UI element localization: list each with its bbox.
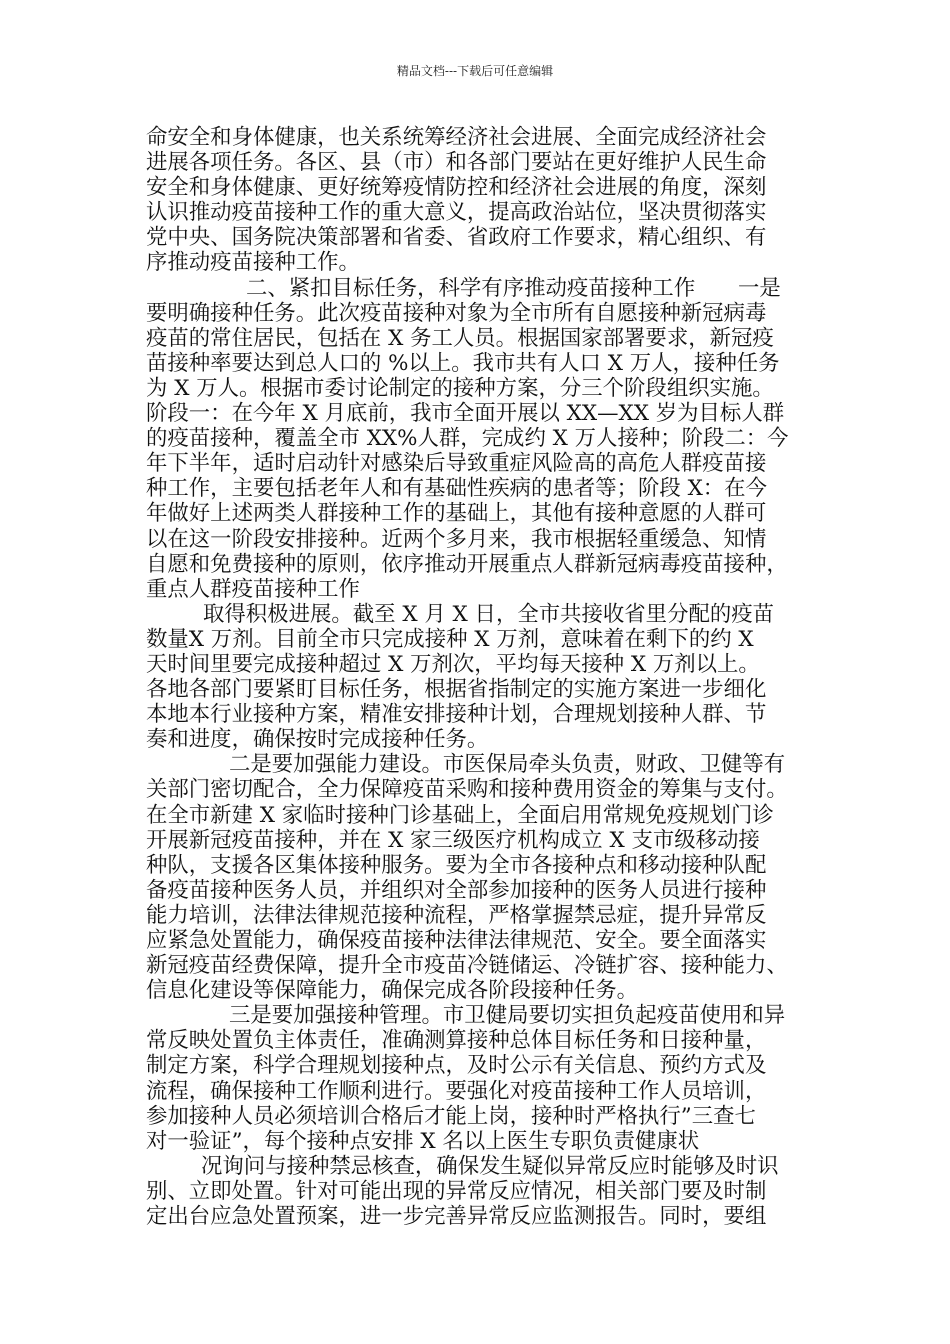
text-line: 进展各项任务。各区、县（市）和各部门要站在更好维护人民生命 (146, 150, 767, 176)
text-line: 开展新冠疫苗接种，并在 X 家三级医疗机构成立 X 支市级移动接 (146, 827, 760, 853)
text-line: 流程，确保接种工作顺利进行。要强化对疫苗接种工作人员培训， (146, 1078, 767, 1104)
text-line: 对一验证”，每个接种点安排 X 名以上医生专职负责健康状 (146, 1128, 700, 1154)
text-line: 信息化建设等保障能力，确保完成各阶段接种任务。 (146, 978, 638, 1004)
text-line: 能力培训，法律法律规范接种流程，严格掌握禁忌症，提升异常反 (146, 902, 767, 928)
text-line: 别、立即处置。针对可能出现的异常反应情况，相关部门要及时制 (146, 1178, 767, 1204)
text-line: 三是要加强接种管理。市卫健局要切实担负起疫苗使用和异 (229, 1003, 786, 1029)
text-line: 自愿和免费接种的原则，依序推动开展重点人群新冠病毒疫苗接种， (146, 551, 788, 577)
text-line: 序推动疫苗接种工作。 (146, 250, 360, 276)
text-line: 命安全和身体健康，也关系统筹经济社会进展、全面完成经济社会 (146, 125, 767, 150)
page-header: 精品文档---下载后可任意编辑 (396, 64, 554, 78)
text-line: 认识推动疫苗接种工作的重大意义，提高政治站位，坚决贯彻落实 (146, 200, 767, 226)
text-line: 种工作，主要包括老年人和有基础性疾病的患者等；阶段 X：在今 (146, 476, 767, 502)
text-line: 数量X 万剂。目前全市只完成接种 X 万剂，意味着在剩下的约 X (146, 626, 754, 652)
document-body (146, 125, 818, 1229)
text-line: 备疫苗接种医务人员，并组织对全部参加接种的医务人员进行接种 (146, 877, 767, 903)
text-line: 在全市新建 X 家临时接种门诊基础上，全面启用常规免疫规划门诊 (146, 802, 774, 828)
text-line: 以在这一阶段安排接种。近两个多月来，我市根据轻重缓急、知情 (146, 526, 767, 552)
text-line: 种队，支援各区集体接种服务。要为全市各接种点和移动接种队配 (146, 852, 767, 878)
text-line: 党中央、国务院决策部署和省委、省政府工作要求，精心组织、有 (146, 225, 767, 251)
text-line: 重点人群疫苗接种工作 (146, 576, 360, 602)
text-line: 二、紧扣目标任务，科学有序推动疫苗接种工作 一是 (246, 275, 781, 301)
text-line: 应紧急处置能力，确保疫苗接种法律法律规范、安全。要全面落实 (146, 928, 767, 953)
text-line: 定出台应急处置预案，进一步完善异常反应监测报告。同时，要组 (146, 1204, 767, 1230)
text-line: 疫苗的常住居民，包括在 X 务工人员。根据国家部署要求，新冠疫 (146, 325, 774, 351)
text-line: 新冠疫苗经费保障，提升全市疫苗冷链储运、冷链扩容、接种能力、 (146, 953, 788, 979)
text-line: 年下半年，适时启动针对感染后导致重症风险高的高危人群疫苗接 (146, 451, 767, 477)
text-line: 苗接种率要达到总人口的 %以上。我市共有人口 X 万人，接种任务 (146, 350, 780, 376)
text-line: 要明确接种任务。此次疫苗接种对象为全市所有自愿接种新冠病毒 (146, 300, 767, 326)
text-line: 奏和进度，确保按时完成接种任务。 (146, 727, 489, 753)
text-line: 天时间里要完成接种超过 X 万剂次，平均每天接种 X 万剂以上。 (146, 651, 760, 677)
text-line: 本地本行业接种方案，精准安排接种计划，合理规划接种人群、节 (146, 702, 767, 728)
text-line: 为 X 万人。根据市委讨论制定的接种方案，分三个阶段组织实施。 (146, 375, 774, 401)
text-line: 制定方案，科学合理规划接种点，及时公示有关信息、预约方式及 (146, 1053, 767, 1079)
text-line: 安全和身体健康、更好统筹疫情防控和经济社会进展的角度，深刻 (146, 175, 767, 201)
text-line: 年做好上述两类人群接种工作的基础上，其他有接种意愿的人群可 (146, 501, 767, 527)
text-line: 二是要加强能力建设。市医保局牵头负责，财政、卫健等有 (229, 752, 786, 778)
text-line: 参加接种人员必须培训合格后才能上岗，接种时严格执行”三查七 (146, 1103, 756, 1129)
text-line: 阶段一：在今年 X 月底前，我市全面开展以 XX—XX 岁为目标人群 (146, 401, 785, 427)
text-line: 关部门密切配合，全力保障疫苗采购和接种费用资金的筹集与支付。 (146, 777, 788, 803)
text-line: 况询问与接种禁忌核查，确保发生疑似异常反应时能够及时识 (201, 1153, 779, 1179)
text-line: 常反映处置负主体责任，准确测算接种总体目标任务和日接种量， (146, 1028, 767, 1054)
text-line: 各地各部门要紧盯目标任务，根据省指制定的实施方案进一步细化 (146, 677, 767, 703)
text-line: 的疫苗接种，覆盖全市 XX%人群，完成约 X 万人接种；阶段二：今 (146, 426, 789, 452)
text-line: 取得积极进展。截至 X 月 X 日，全市共接收省里分配的疫苗 (203, 601, 775, 627)
